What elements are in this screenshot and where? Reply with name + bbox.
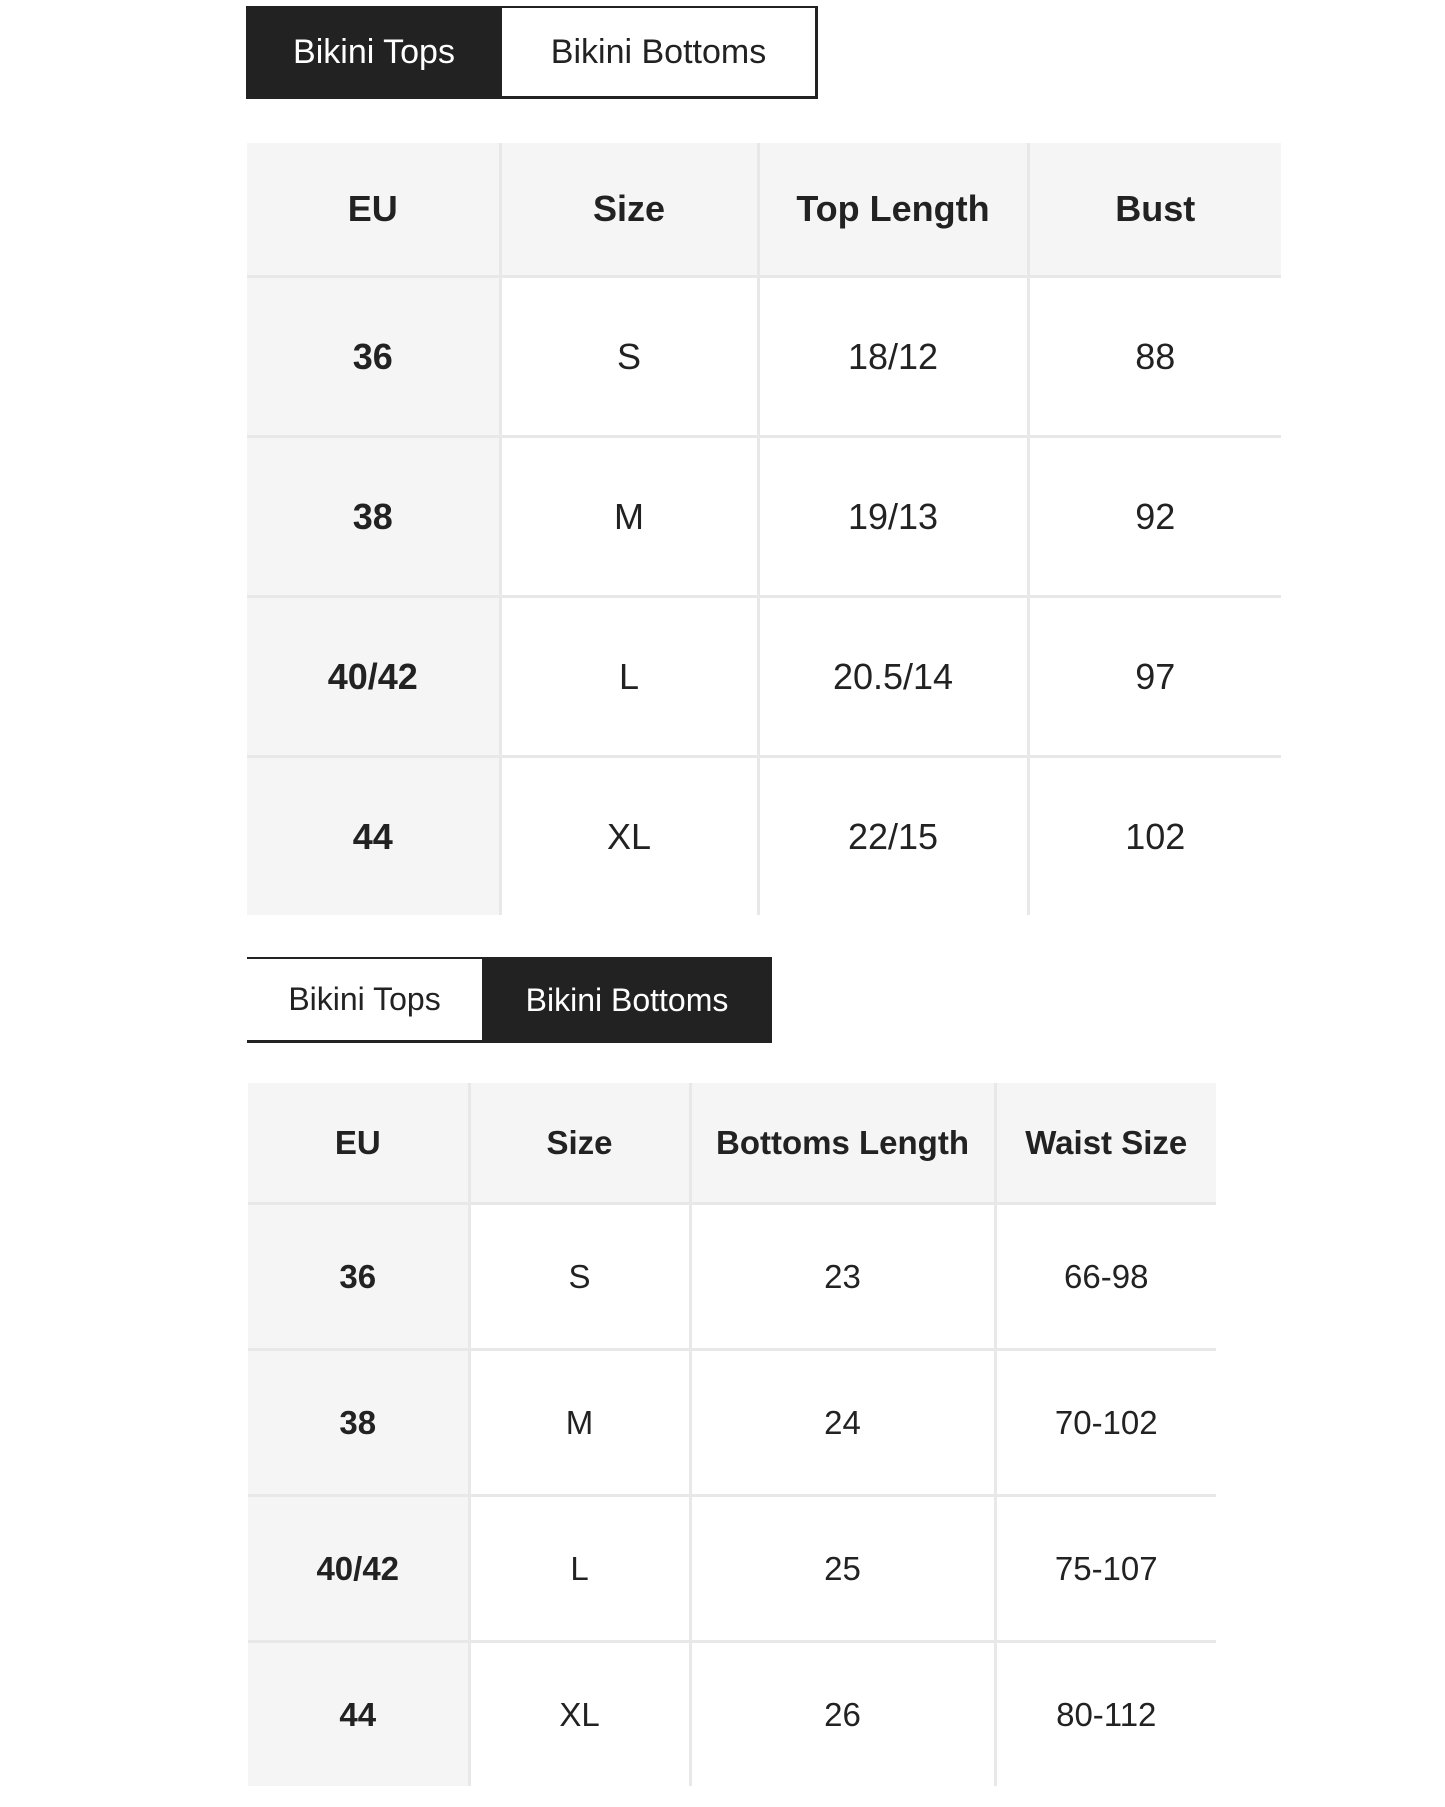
cell-eu: 36 (248, 1204, 469, 1350)
tab-bikini-bottoms[interactable]: Bikini Bottoms (502, 6, 818, 99)
table-row (247, 277, 1281, 437)
cell-top-length: 18/12 (758, 277, 1028, 437)
cell-top-length: 20.5/14 (758, 597, 1028, 757)
table-row (248, 1496, 1216, 1642)
header-top-length: Top Length (758, 143, 1028, 277)
cell-size: M (469, 1350, 690, 1496)
table-row (248, 1642, 1216, 1787)
cell-size: S (469, 1204, 690, 1350)
table-header-row (248, 1083, 1216, 1204)
cell-size: XL (469, 1642, 690, 1787)
cell-size: L (469, 1496, 690, 1642)
table-row (248, 1350, 1216, 1496)
cell-eu: 44 (248, 1642, 469, 1787)
cell-eu: 36 (247, 277, 500, 437)
cell-size: XL (500, 757, 758, 916)
cell-eu: 40/42 (247, 597, 500, 757)
cell-bottoms-length: 24 (690, 1350, 995, 1496)
bottoms-tab-bar (247, 957, 772, 1043)
cell-top-length: 19/13 (758, 437, 1028, 597)
header-size: Size (469, 1083, 690, 1204)
cell-bottoms-length: 26 (690, 1642, 995, 1787)
cell-bottoms-length: 23 (690, 1204, 995, 1350)
cell-top-length: 22/15 (758, 757, 1028, 916)
cell-size: M (500, 437, 758, 597)
cell-waist-size: 80-112 (995, 1642, 1216, 1787)
header-eu: EU (248, 1083, 469, 1204)
tab-bikini-tops[interactable]: Bikini Tops (247, 957, 482, 1043)
table-row (248, 1204, 1216, 1350)
cell-eu: 38 (247, 437, 500, 597)
bikini-bottoms-size-table (248, 1083, 1216, 1786)
cell-waist-size: 70-102 (995, 1350, 1216, 1496)
header-bust: Bust (1028, 143, 1281, 277)
header-bottoms-length: Bottoms Length (690, 1083, 995, 1204)
cell-bust: 97 (1028, 597, 1281, 757)
table-row (247, 757, 1281, 916)
bikini-tops-size-table (247, 143, 1281, 915)
header-eu: EU (247, 143, 500, 277)
cell-eu: 38 (248, 1350, 469, 1496)
cell-size: S (500, 277, 758, 437)
cell-eu: 44 (247, 757, 500, 916)
header-waist-size: Waist Size (995, 1083, 1216, 1204)
table-row (247, 597, 1281, 757)
cell-bottoms-length: 25 (690, 1496, 995, 1642)
table-header-row (247, 143, 1281, 277)
cell-waist-size: 75-107 (995, 1496, 1216, 1642)
tops-tab-bar (246, 6, 818, 99)
tab-bikini-tops[interactable]: Bikini Tops (246, 6, 502, 99)
tab-bikini-bottoms[interactable]: Bikini Bottoms (482, 957, 772, 1043)
cell-size: L (500, 597, 758, 757)
cell-waist-size: 66-98 (995, 1204, 1216, 1350)
cell-eu: 40/42 (248, 1496, 469, 1642)
table-row (247, 437, 1281, 597)
header-size: Size (500, 143, 758, 277)
cell-bust: 102 (1028, 757, 1281, 916)
cell-bust: 92 (1028, 437, 1281, 597)
cell-bust: 88 (1028, 277, 1281, 437)
